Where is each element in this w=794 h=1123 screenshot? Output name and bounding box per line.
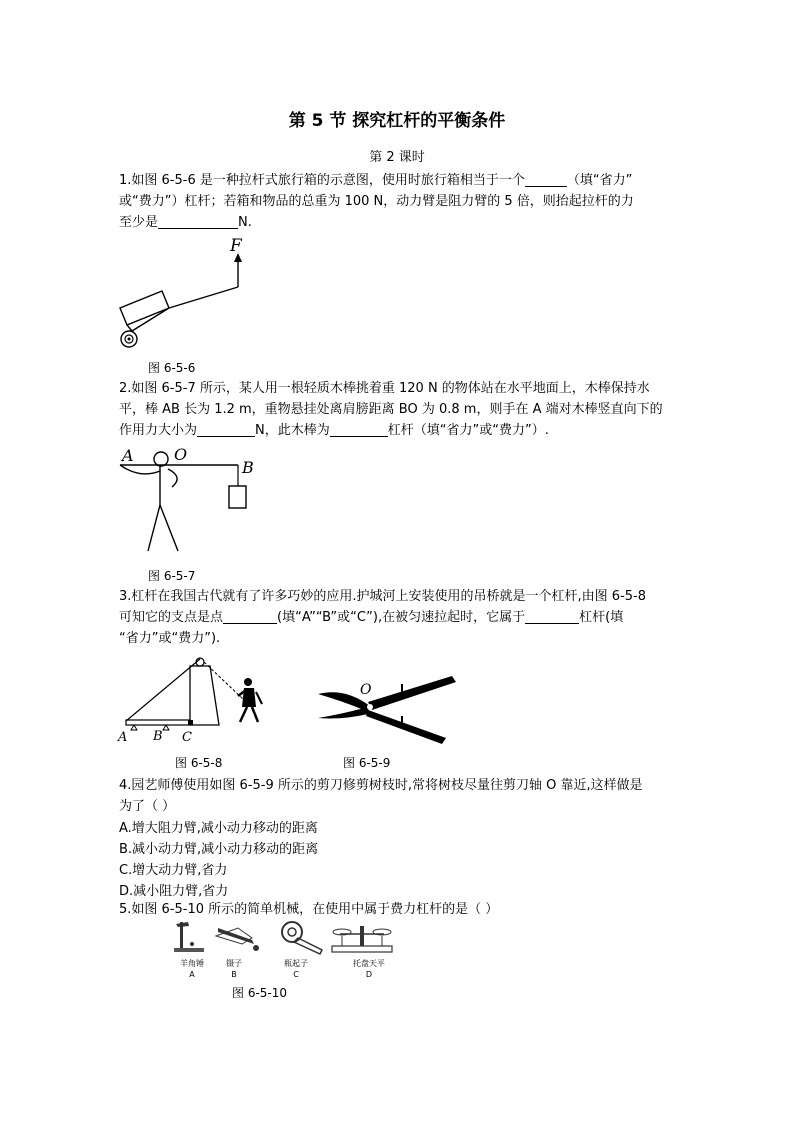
figure-6-5-7-person [112, 443, 272, 563]
fig-6-5-9-caption: 图 6-5-9 [343, 756, 391, 770]
q3-text-2b: (填“A”“B”或“C”),在被匀速拉起时，它属于 [277, 610, 526, 625]
weight-box [229, 486, 246, 508]
q4-option-a[interactable]: A.增大阻力臂,减小动力移动的距离 [119, 821, 318, 836]
q1-line-2: 或“费力”）杠杆；若箱和物品的总重为 100 N，动力臂是阻力臂的 5 倍，则抬起拉杆的力 [119, 194, 634, 209]
handle-upper [368, 676, 456, 710]
q5-line-1: 5.如图 6-5-10 所示的简单机械，在使用中属于费力杠杆的是（ ） [119, 902, 499, 917]
claw-hammer-icon [174, 922, 204, 952]
tool-c-name: 瓶起子 [284, 959, 308, 968]
label-o: O [174, 445, 188, 464]
balance-scale-icon [332, 926, 392, 952]
q2-line-3 [119, 420, 679, 441]
q3-blank-2[interactable] [525, 609, 579, 624]
q4-option-c[interactable]: C.增大动力臂,省力 [119, 863, 228, 878]
pulling-man-icon [238, 678, 262, 722]
pivot-point [367, 704, 373, 710]
q1-text-1a: 1.如图 6-5-6 是一种拉杆式旅行箱的示意图，使用时旅行箱相当于一个 [119, 173, 525, 188]
q2-blank-2[interactable] [330, 422, 388, 437]
q3-text-2c: 杠杆(填 [579, 610, 624, 625]
page-subtitle: 第 2 课时 [369, 150, 425, 165]
q2-line-2: 平，棒 AB 长为 1.2 m，重物悬挂处离肩膀距离 BO 为 0.8 m，则手在 A 端对木棒竖直向下的 [119, 402, 663, 417]
q1-text-1b: （填“省力” [566, 173, 633, 188]
q2-text-3c: 杠杆（填“省力”或“费力”）. [387, 423, 549, 438]
q2-blank-1[interactable] [197, 422, 255, 437]
q1-text-3b: N. [238, 215, 252, 230]
label-b: B [153, 729, 163, 744]
bridge-deck [126, 720, 190, 725]
q4-option-d[interactable]: D.减小阻力臂,省力 [119, 884, 229, 899]
q1-line-1 [119, 170, 679, 191]
bridge-tower [190, 666, 219, 725]
label-c: C [182, 730, 192, 744]
q2-text-3b: N，此木棒为 [255, 423, 330, 438]
tool-d-letter: D [365, 970, 373, 979]
tool-a-letter: A [189, 970, 195, 979]
suitcase-box [120, 291, 169, 325]
label-b: B [242, 458, 254, 477]
q3-line-1: 3.杠杆在我国古代就有了许多巧妙的应用.护城河上安装使用的吊桥就是一个杠杆,由图 6-5-8 [119, 589, 646, 604]
page-title: 第 5 节 探究杠杆的平衡条件 [288, 111, 506, 131]
q3-line-2 [119, 607, 679, 628]
fig-6-5-7-caption: 图 6-5-7 [148, 569, 196, 583]
label-o: O [360, 682, 372, 698]
q3-blank-1[interactable] [223, 609, 277, 624]
q4-line-2: 为了（ ） [119, 799, 176, 814]
tool-d-name: 托盘天平 [353, 959, 385, 968]
tool-b-letter: B [231, 970, 237, 979]
q2-text-3a: 作用力大小为 [119, 423, 198, 438]
force-label: F [230, 236, 242, 256]
head [154, 452, 168, 466]
figure-6-5-9-shears [312, 668, 462, 746]
chain [126, 659, 200, 721]
figure-6-5-10-tools [172, 918, 398, 958]
handle-lower [366, 710, 446, 744]
tool-b-name: 镊子 [226, 959, 242, 968]
label-a: A [122, 446, 134, 465]
tool-c-letter: C [293, 970, 299, 979]
q4-line-1: 4.园艺师傅使用如图 6-5-9 所示的剪刀修剪树枝时,常将树枝尽量往剪刀轴 O 靠近,这样做是 [119, 778, 643, 793]
q1-line-3 [119, 212, 679, 233]
figure-6-5-8-drawbridge [116, 652, 276, 744]
q4-option-b[interactable]: B.减小动力臂,减小动力移动的距离 [119, 842, 319, 857]
tool-a-name: 羊角锤 [180, 959, 204, 968]
suitcase-handle [169, 287, 238, 308]
fig-6-5-6-caption: 图 6-5-6 [148, 361, 196, 375]
q3-text-2a: 可知它的支点是点 [119, 610, 224, 625]
q1-blank-1[interactable] [525, 172, 567, 187]
fig-6-5-10-caption: 图 6-5-10 [232, 986, 288, 1000]
label-a: A [118, 730, 128, 744]
tweezers-icon [216, 928, 259, 951]
figure-6-5-6-suitcase [112, 236, 252, 354]
suitcase-base [132, 308, 169, 331]
q1-text-3a: 至少是 [119, 215, 159, 230]
q3-line-3: “省力”或“费力”). [119, 631, 221, 646]
bottle-opener-icon [282, 922, 322, 954]
q1-blank-2[interactable] [158, 214, 238, 229]
fig-6-5-8-caption: 图 6-5-8 [175, 756, 223, 770]
q2-line-1: 2.如图 6-5-7 所示，某人用一根轻质木棒挑着重 120 N 的物体站在水平地面上，木棒保持水 [119, 381, 650, 396]
